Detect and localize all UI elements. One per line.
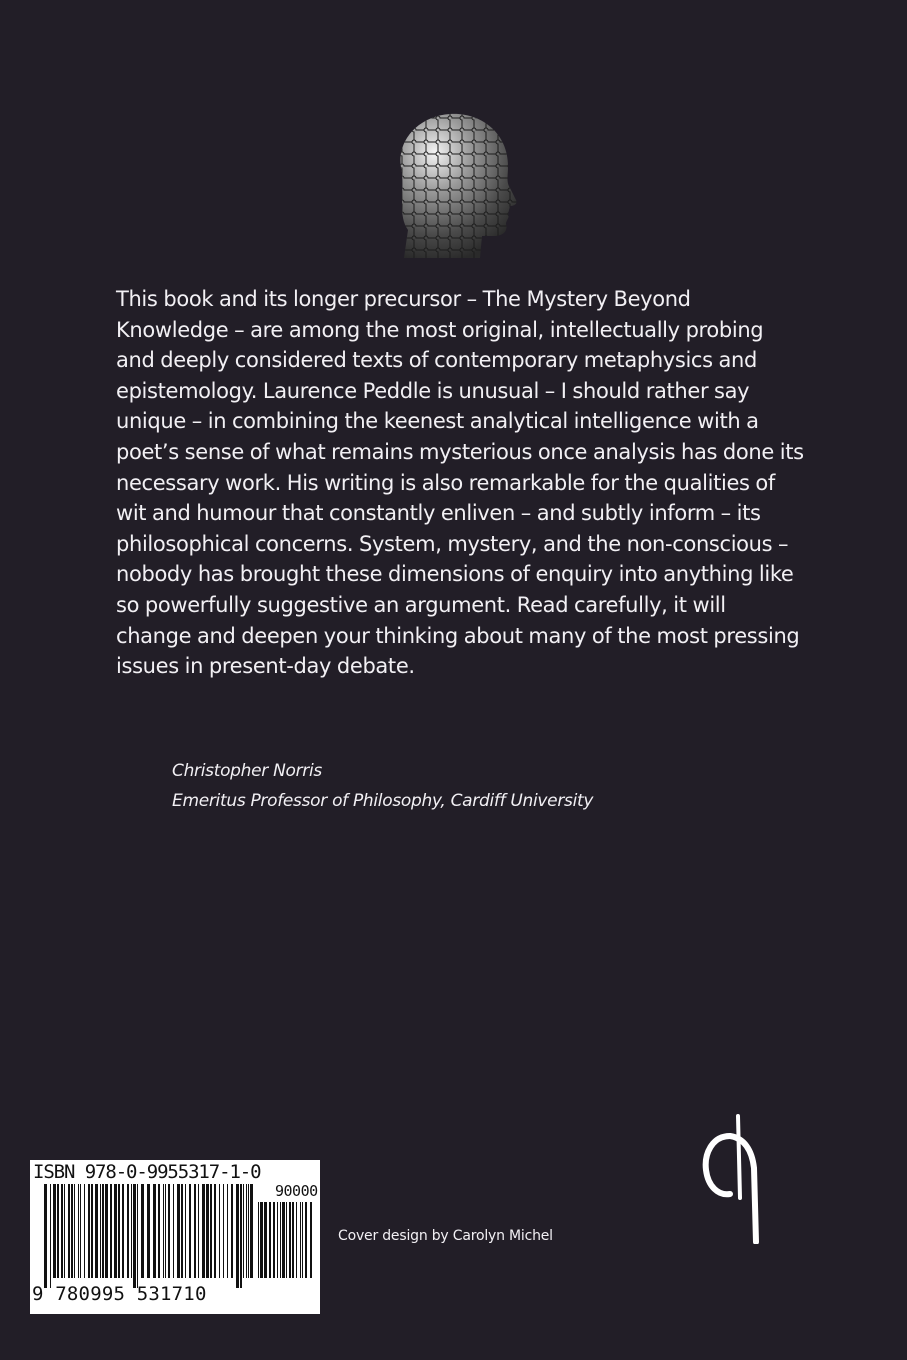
author-title: Emeritus Professor of Philosophy, Cardiff University (172, 791, 594, 811)
isbn-barcode (30, 1160, 320, 1314)
puzzle-head-icon (384, 112, 518, 258)
isbn-text: ISBN 978-0-9955317-1-0 (33, 1161, 261, 1183)
publisher-logo-icon (700, 1114, 770, 1244)
ean-digits: 9 780995 531710 (32, 1283, 207, 1305)
attribution (172, 756, 593, 816)
barcode-bars-icon (44, 1184, 256, 1288)
price-code: 90000 (275, 1182, 318, 1200)
author-name: Christopher Norris (172, 761, 322, 781)
cover-design-credit: Cover design by Carolyn Michel (338, 1228, 553, 1244)
addon-barcode-bars-icon (258, 1202, 316, 1288)
blurb-text: This book and its longer precursor – The Mystery Beyond Knowledge – are among the most original, intellectually probing and deeply considered texts of contemporary metaphysics and epistemology. Laurence Peddle is unusual – I should rather say unique – in combining the keenest analytical intelligence with a poet’s sense of what remains mysterious once analysis has done its necessary work. His writing is also remarkable for the qualities of wit and humour that constantly enliven – and subtly inform – its philosophical concerns. System, mystery, and the non-conscious – nobody has brought these dimensions of enquiry into anything like so powerfully suggestive an argument. Read carefully, it will change and deepen your thinking about many of the most pressing issues in present-day debate. (116, 287, 804, 679)
